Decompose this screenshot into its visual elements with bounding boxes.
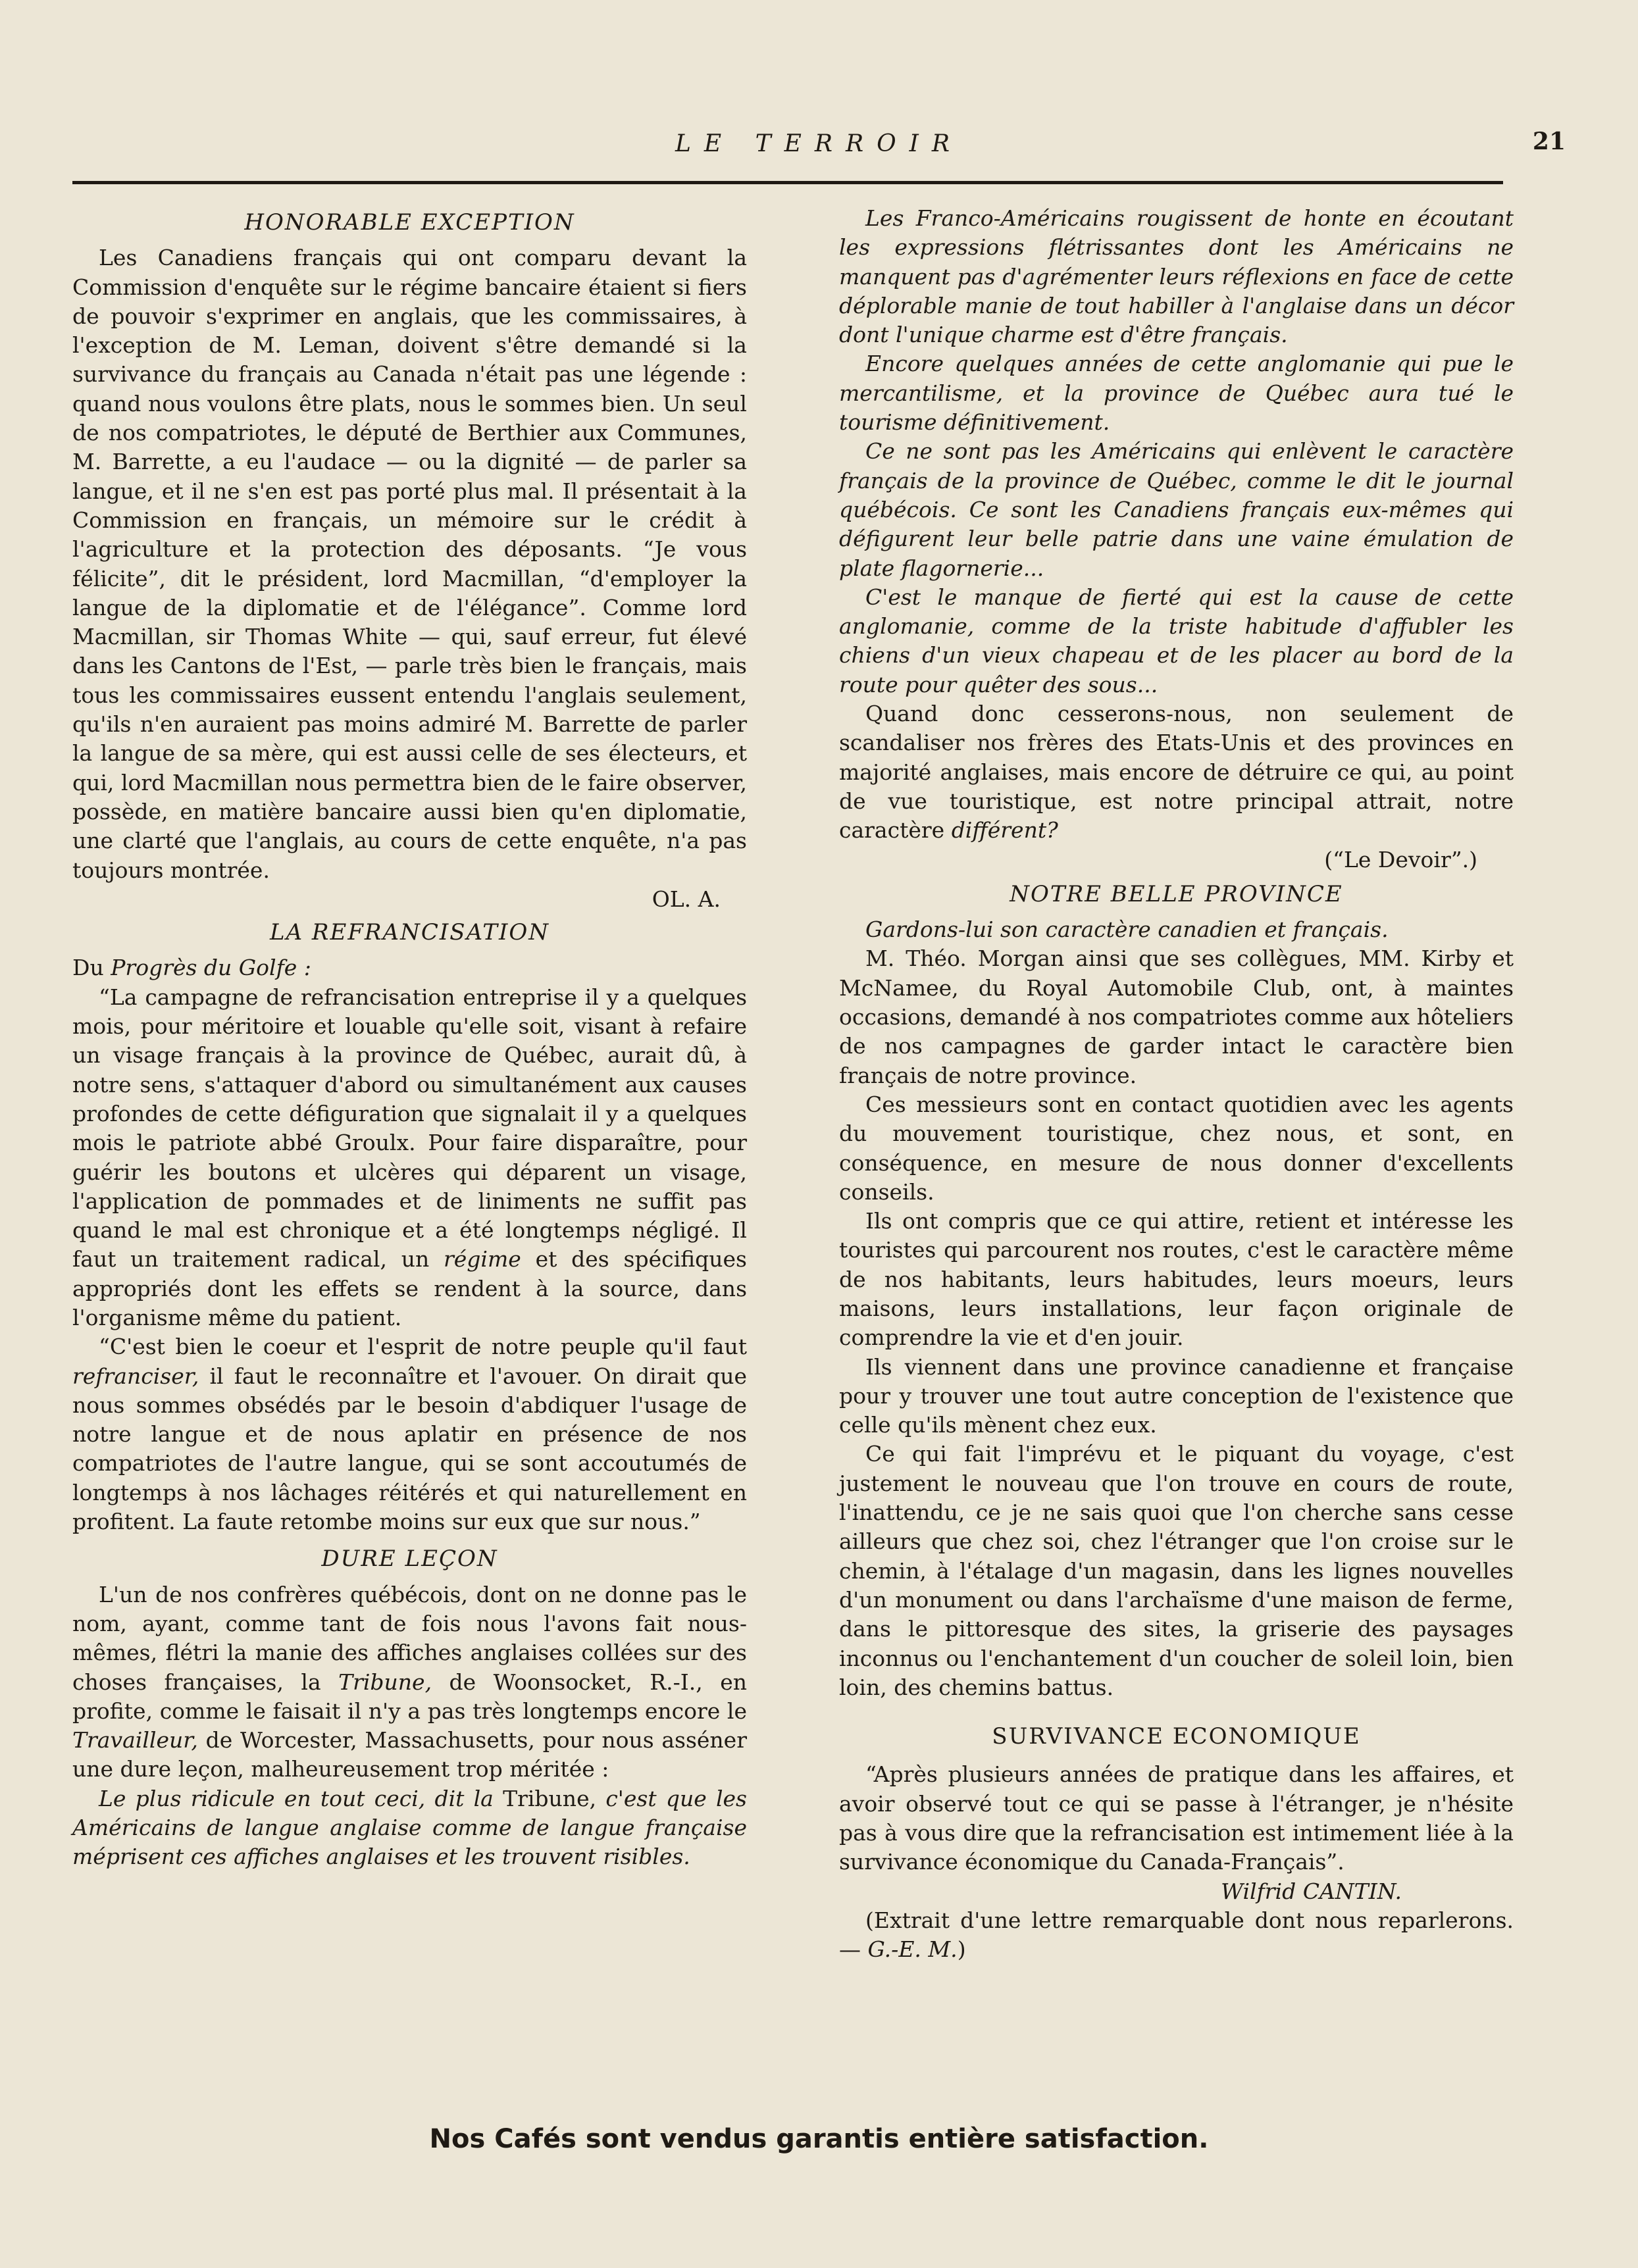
paragraph: Ils viennent dans une province canadienne et française pour y trouver une tout autre conception de l'existence que celle qu'ils mènent chez eux. <box>839 1353 1514 1438</box>
upright-text: Tribune, <box>503 1785 597 1811</box>
paragraph: Les Canadiens français qui ont comparu devant la Commission d'enquête sur le régime bancaire étaient si fiers de pouvoir s'exprimer en anglais, que les commissaires, à l'exception de M. Leman, doivent s'être demandé si la survivance du français au Canada n'était pas une légende : quand nous voulons être plats, nous le sommes bien. Un seul de nos compatriotes, le député de Berthier aux Communes, M. Barrette, a eu l'audace — ou la dignité — de parler sa langue, et il ne s'en est pas porté plus mal. Il présentait à la Commission en français, un mémoire sur le crédit à l'agriculture et la protection des déposants. “Je vous félicite”, dit le président, lord Macmillan, “d'employer la langue de la diplomatie et de l'élégance”. Comme lord Macmillan, sir Thomas White — qui, sauf erreur, fut élevé dans les Cantons de l'Est, — parle très bien le français, mais tous les commissaires eussent entendu l'anglais seulement, qu'ils n'en auraient pas moins admiré M. Barrette de parler la langue de sa mère, qui est aussi celle de ses électeurs, et qui, lord Macmillan nous permettra bien de le faire observer, possède, en matière bancaire aussi bien qu'en diplomatie, une clarté que l'anglais, au cours de cette enquête, n'a pas toujours montrée. <box>72 245 747 883</box>
paragraph <box>72 983 747 1333</box>
signature: OL. A. <box>652 886 721 912</box>
text-run: de Woonsocket, R.-I., en profite, comme le faisait il n'y a pas très longtemps encore le <box>72 1669 747 1724</box>
emphasis: régime <box>444 1246 521 1273</box>
text-run: et des spécifiques appropriés dont les effets se rendent à la source, dans l'organisme même du patient. <box>72 1246 747 1330</box>
text-run: (Extrait d'une lettre remarquable dont nous reparlerons. — <box>839 1907 1514 1963</box>
signature: Wilfrid CANTIN. <box>1221 1878 1402 1904</box>
paragraph: Les Franco-Américains rougissent de honte en écoutant les expressions flétrissantes dont les Américains ne manquent pas d'agrémenter leurs réflexions en face de cette déplorable manie de tout habiller à l'anglaise dans un décor dont l'unique charme est d'être français. <box>839 205 1514 348</box>
source-prefix: Du <box>72 955 104 981</box>
paragraph <box>72 1332 747 1536</box>
header-rule-right <box>507 181 1503 184</box>
paragraph <box>839 1906 1514 1965</box>
paragraph: Ce ne sont pas les Américains qui enlèvent le caractère français de la province de Québec, comme le dit le journal québécois. Ce sont les Canadiens français eux-mêmes qui défigurent leur belle patrie dans une vaine émulation de plate flagornerie... <box>839 438 1514 581</box>
paragraph <box>72 1784 747 1872</box>
paragraph: M. Théo. Morgan ainsi que ses collègues, MM. Kirby et McNamee, du Royal Automobile Club, ont, à maintes occasions, demandé à nos compatriotes comme aux hôteliers de nos campagnes de garder intact le caractère bien français de notre province. <box>839 945 1514 1088</box>
text-run: L'un de nos confrères québécois, dont on ne donne pas le nom, ayant, comme tant de fois nous l'avons fait nous-mêmes, flétri la manie des affiches anglaises collées sur des choses françaises, la <box>72 1581 747 1695</box>
source-line <box>72 953 747 982</box>
paragraph <box>72 1580 747 1784</box>
emphasis: Travailleur, <box>72 1727 198 1753</box>
emphasis: différent? <box>951 817 1058 844</box>
text-run: de Worcester, Massachusetts, pour nous asséner une dure leçon, malheureusement trop méritée : <box>72 1727 747 1782</box>
section-heading: SURVIVANCE ECONOMIQUE <box>992 1723 1361 1750</box>
page-number: 21 <box>1532 128 1566 155</box>
text-run: “C'est bien le coeur et l'esprit de notre peuple qu'il faut <box>99 1334 747 1360</box>
source-credit: (“Le Devoir”.) <box>1324 846 1477 872</box>
right-column <box>839 204 1514 1965</box>
section-heading: NOTRE BELLE PROVINCE <box>1010 880 1343 907</box>
text-run: “La campagne de refrancisation entreprise il y a quelques mois, pour méritoire et louable qu'elle soit, visant à refaire un visage français à la province de Québec, aurait dû, à notre sens, s'attaquer d'abord ou simultanément aux causes profondes de cette défiguration que signalait il y a quelques mois le patriote abbé Groulx. Pour faire disparaître, pour guérir les boutons et ulcères qui déparent un visage, l'application de pommades et de liniments ne suffit pas quand le mal est chronique et a été longtemps négligé. Il faut un traitement radical, un <box>72 984 747 1273</box>
source-title: Progrès du Golfe : <box>111 955 311 981</box>
section-heading: LA REFRANCISATION <box>269 919 550 946</box>
section-heading: HONORABLE EXCEPTION <box>244 209 575 236</box>
paragraph: Ces messieurs sont en contact quotidien avec les agents du mouvement touristique, chez nous, et sont, en conséquence, en mesure de nous donner d'excellents conseils. <box>839 1091 1514 1205</box>
section-subtitle: Gardons-lui son caractère canadien et français. <box>865 917 1389 943</box>
running-header <box>72 125 1566 164</box>
emphasis: refranciser, <box>72 1363 199 1389</box>
section-heading: DURE LEÇON <box>321 1546 498 1573</box>
paragraph: “Après plusieurs années de pratique dans les affaires, et avoir observé tout ce qui se passe à l'étranger, je n'hésite pas à vous dire que la refrancisation est intimement liée à la survivance économique du Canada-Français”. <box>839 1761 1514 1875</box>
paragraph: Ils ont compris que ce qui attire, retient et intéresse les touristes qui parcourent nos routes, c'est le caractère même de nos habitants, leurs habitudes, leurs moeurs, leurs maisons, leurs installations, leur façon originale de comprendre la vie et d'en jouir. <box>839 1208 1514 1351</box>
text-run: ) <box>957 1936 966 1963</box>
text-run: Le plus ridicule en tout ceci, dit la <box>99 1785 494 1811</box>
emphasis: G.-E. M. <box>867 1936 958 1963</box>
text-run: c'est que les Américains de langue anglaise comme de langue française méprisent ces affiches anglaises et les trouvent risibles. <box>72 1785 747 1870</box>
text-run: il faut le reconnaître et l'avouer. On dirait que nous sommes obsédés par le besoin d'abdiquer l'usage de notre langue et de nous aplatir en présence de nos compatriotes de l'autre langue, qui se sont accoutumés de longtemps à nos lâchages réitérés et qui naturellement en profitent. La faute retombe moins sur eux que sur nous.” <box>72 1363 747 1535</box>
journal-title: LE TERROIR <box>675 130 963 157</box>
paragraph <box>839 699 1514 845</box>
left-column <box>72 204 747 1872</box>
text-run: Quand donc cesserons-nous, non seulement de scandaliser nos frères des Etats-Unis et des provinces en majorité anglaises, mais encore de détruire ce qui, au point de vue touristique, est notre principal attrait, notre caractère <box>839 701 1514 844</box>
paragraph: C'est le manque de fierté qui est la cause de cette anglomanie, comme de la triste habitude d'affubler les chiens d'un vieux chapeau et de les placer au bord de la route pour quêter des sous... <box>839 584 1514 697</box>
paragraph: Ce qui fait l'imprévu et le piquant du voyage, c'est justement le nouveau que l'on trouve en cours de route, l'inattendu, ce je ne sais quoi que l'on cherche sans cesse ailleurs que chez soi, chez l'étranger que l'on croise sur le chemin, à l'étalage d'un magasin, dans les lignes nouvelles d'un monument ou dans l'archaïsme d'une maison de ferme, dans le pittoresque des sites, la griserie des paysages inconnus ou l'enchantement d'un coucher de soleil loin, bien loin, des chemins battus. <box>839 1441 1514 1700</box>
emphasis: Tribune, <box>338 1669 432 1695</box>
paragraph: Encore quelques années de cette anglomanie qui pue le mercantilisme, et la province de Québec aura tué le tourisme définitivement. <box>839 351 1514 436</box>
footer-banner: Nos Cafés sont vendus garantis entière satisfaction. <box>429 2124 1209 2154</box>
